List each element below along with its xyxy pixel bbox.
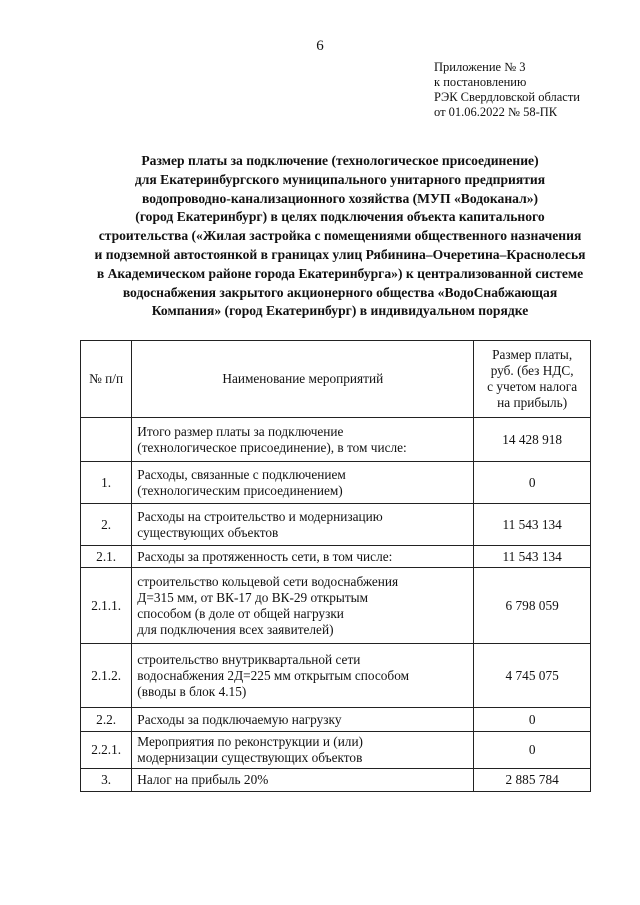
table-row: [81, 769, 591, 792]
row-num: 2.1.: [81, 546, 132, 568]
row-amount: 0: [474, 462, 591, 504]
title-line: Компания» (город Екатеринбург) в индивидуальном порядке: [151, 303, 529, 319]
title-line: в Академическом районе города Екатеринбурга») к централизованной системе: [96, 265, 584, 281]
header-name: Наименование мероприятий: [132, 341, 474, 418]
table-row: [81, 418, 591, 462]
appendix-line: от 01.06.2022 № 58-ПК: [434, 105, 558, 119]
title-line: водопроводно-канализационного хозяйства (МУП «Водоканал»): [141, 190, 539, 206]
row-amount: 0: [474, 732, 591, 769]
row-amount: 6 798 059: [474, 568, 591, 644]
row-name: Расходы за подключаемую нагрузку: [132, 708, 474, 732]
row-num: 2.: [81, 504, 132, 546]
appendix-line: Приложение № 3: [434, 60, 526, 74]
title-line: Размер платы за подключение (технологическое присоединение): [141, 153, 539, 168]
appendix-line: РЭК Свердловской области: [434, 90, 580, 104]
header-num: № п/п: [81, 341, 132, 418]
row-amount: 14 428 918: [474, 418, 591, 462]
row-amount: 0: [474, 708, 591, 732]
row-name: Итого размер платы за подключение (технологическое присоединение), в том числе:: [132, 418, 474, 462]
row-amount: 2 885 784: [474, 769, 591, 792]
document-title: [60, 152, 620, 321]
title-line: водоснабжения закрытого акционерного общества «ВодоСнабжающая: [122, 284, 558, 300]
table-row: [81, 462, 591, 504]
table-row: [81, 568, 591, 644]
row-num: 3.: [81, 769, 132, 792]
appendix-block: [434, 60, 580, 120]
row-name: строительство внутриквартальной сети водоснабжения 2Д=225 мм открытым способом (вводы в блок 4.15): [132, 644, 474, 708]
table-row: [81, 708, 591, 732]
row-name: строительство кольцевой сети водоснабжения Д=315 мм, от ВК-17 до ВК-29 открытым способом (в доле от общей нагрузки для подключения всех заявителей): [132, 568, 474, 644]
header-amount: Размер платы, руб. (без НДС, с учетом налога на прибыль): [474, 341, 591, 418]
table-row: [81, 546, 591, 568]
title-line: для Екатеринбургского муниципального унитарного предприятия: [134, 171, 546, 187]
appendix-line: к постановлению: [434, 75, 527, 89]
row-name: Мероприятия по реконструкции и (или) модернизации существующих объектов: [132, 732, 474, 769]
row-num: 2.1.2.: [81, 644, 132, 708]
table-row: [81, 504, 591, 546]
row-num: 2.2.1.: [81, 732, 132, 769]
row-name: Расходы, связанные с подключением (технологическим присоединением): [132, 462, 474, 504]
row-num: 2.1.1.: [81, 568, 132, 644]
row-name: Налог на прибыль 20%: [132, 769, 474, 792]
row-num: [81, 418, 132, 462]
fee-table: [80, 340, 591, 792]
title-line: (город Екатеринбург) в целях подключения объекта капитального: [135, 209, 545, 225]
row-name: Расходы на строительство и модернизацию существующих объектов: [132, 504, 474, 546]
row-amount: 11 543 134: [474, 504, 591, 546]
page-number: 6: [316, 38, 324, 54]
table-row: [81, 644, 591, 708]
row-amount: 4 745 075: [474, 644, 591, 708]
title-line: строительства («Жилая застройка с помещениями общественного назначения: [98, 228, 582, 244]
row-num: 1.: [81, 462, 132, 504]
row-name: Расходы за протяженность сети, в том числе:: [132, 546, 474, 568]
title-line: и подземной автостоянкой в границах улиц Рябинина–Очеретина–Краснолесья: [94, 246, 586, 262]
table-header-row: [81, 341, 591, 418]
row-num: 2.2.: [81, 708, 132, 732]
row-amount: 11 543 134: [474, 546, 591, 568]
table-row: [81, 732, 591, 769]
